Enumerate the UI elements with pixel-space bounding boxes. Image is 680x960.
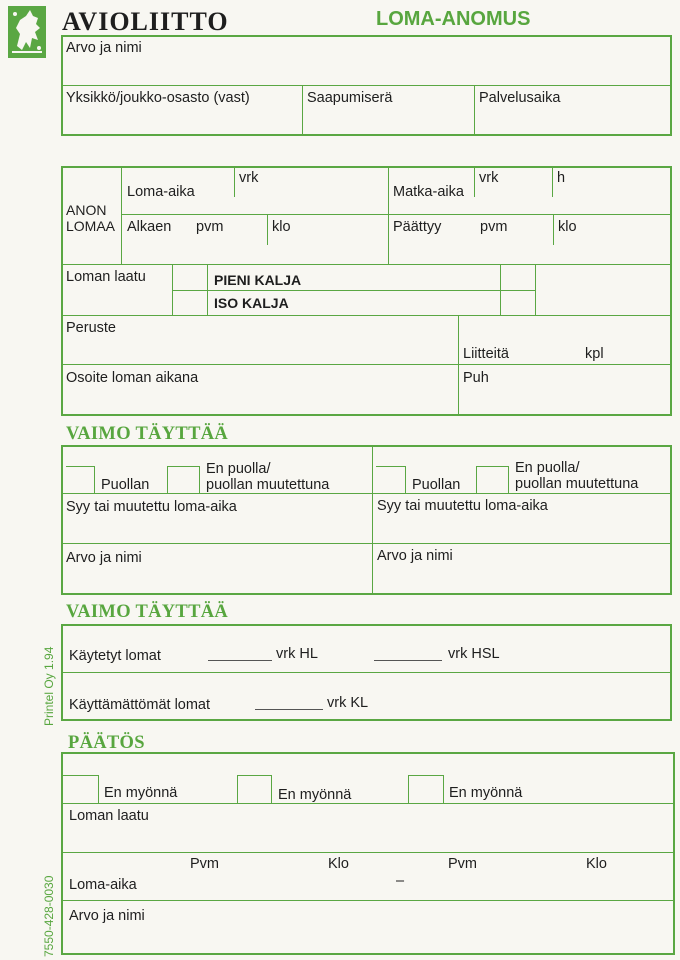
printer-mark: Printel Oy 1.94 [42,646,56,726]
decision-pvm-2: Pvm [448,856,477,872]
decision-loma-aika-label: Loma-aika [69,877,137,893]
en-myonna-label-1: En myönnä [104,785,178,801]
pieni-kalja-option: PIENI KALJA [214,272,302,288]
anon-lomaa-label-2: LOMAA [66,218,116,234]
paattyy-label: Päättyy [393,219,442,235]
loma-aika-label: Loma-aika [127,184,195,200]
kaytetyt-hl-line[interactable] [208,660,272,661]
wife-section-1-heading: VAIMO TÄYTTÄÄ [66,424,229,444]
iso-kalja-option: ISO KALJA [214,295,289,311]
arvo-ja-nimi-label: Arvo ja nimi [66,40,142,56]
decision-pvm-1: Pvm [190,856,219,872]
en-myonna-checkbox-2[interactable] [237,775,272,804]
en-myonna-label-2: En myönnä [278,787,352,803]
anon-lomaa-label-1: ANON [66,202,107,218]
puollan-left-checkbox[interactable] [66,466,95,493]
arvo-right-label: Arvo ja nimi [377,548,453,564]
pieni-kalja-checkbox[interactable] [175,268,205,288]
puollan-left-label: Puollan [101,477,150,493]
en-myonna-checkbox-3[interactable] [408,775,444,804]
form-code: 7550-428-0030 [42,875,56,957]
arvo-left-label: Arvo ja nimi [66,550,142,566]
en-puolla-left-checkbox[interactable] [167,466,200,493]
decision-arvo-ja-nimi-label: Arvo ja nimi [69,908,145,924]
alkaen-pvm-label: pvm [196,219,224,235]
en-puolla-right-label-1: En puolla/ [515,460,580,476]
decision-heading: PÄÄTÖS [68,733,145,753]
kpl-label: kpl [585,346,604,362]
en-puolla-right-label-2: puollan muutettuna [515,476,639,492]
wife-section-2-heading: VAIMO TÄYTTÄÄ [66,602,229,622]
organization-title: AVIOLIITTO [62,7,229,36]
yksikko-label: Yksikkö/joukko-osasto (vast) [66,90,250,106]
syy-left-label: Syy tai muutettu loma-aika [66,499,237,515]
puollan-right-checkbox[interactable] [376,466,406,493]
hours-label: h [557,170,566,186]
puollan-right-label: Puollan [412,477,461,493]
kayttamattomat-label: Käyttämättömät lomat [69,697,211,713]
kaytetyt-hsl-line[interactable] [374,660,442,661]
kayttamattomat-kl-line[interactable] [255,709,323,710]
en-puolla-left-label-1: En puolla/ [206,461,271,477]
matka-vrk-label: vrk [479,170,499,186]
vrk-hl-label: vrk HL [276,646,318,662]
syy-right-label: Syy tai muutettu loma-aika [377,498,548,514]
peruste-label: Peruste [66,320,116,336]
puh-label: Puh [463,370,489,386]
vrk-label: vrk [239,170,259,186]
form-title: LOMA-ANOMUS [376,8,531,30]
vrk-kl-label: vrk KL [327,695,369,711]
decision-box [61,752,675,955]
decision-loman-laatu-label: Loman laatu [69,808,149,824]
matka-aika-label: Matka-aika [393,184,464,200]
saapumisera-label: Saapumiserä [307,90,393,106]
en-myonna-label-3: En myönnä [449,785,523,801]
vrk-hsl-label: vrk HSL [448,646,500,662]
alkaen-klo-label: klo [272,219,291,235]
paattyy-pvm-label: pvm [480,219,508,235]
decision-klo-2: Klo [586,856,607,872]
paattyy-klo-label: klo [558,219,577,235]
osoite-label: Osoite loman aikana [66,370,199,386]
alkaen-label: Alkaen [127,219,172,235]
loman-laatu-label: Loman laatu [66,269,146,285]
palvelusaika-label: Palvelusaika [479,90,561,106]
lion-coat-of-arms-icon [8,6,46,58]
decision-klo-1: Klo [328,856,349,872]
date-range-dash: – [396,873,405,889]
wife-section-1-box [61,445,672,595]
kaytetyt-lomat-label: Käytetyt lomat [69,648,161,664]
liitteita-label: Liitteitä [463,346,509,362]
en-myonna-checkbox-1[interactable] [62,775,99,804]
en-puolla-left-label-2: puollan muutettuna [206,477,330,493]
en-puolla-right-checkbox[interactable] [476,466,509,493]
iso-kalja-checkbox[interactable] [175,293,205,313]
